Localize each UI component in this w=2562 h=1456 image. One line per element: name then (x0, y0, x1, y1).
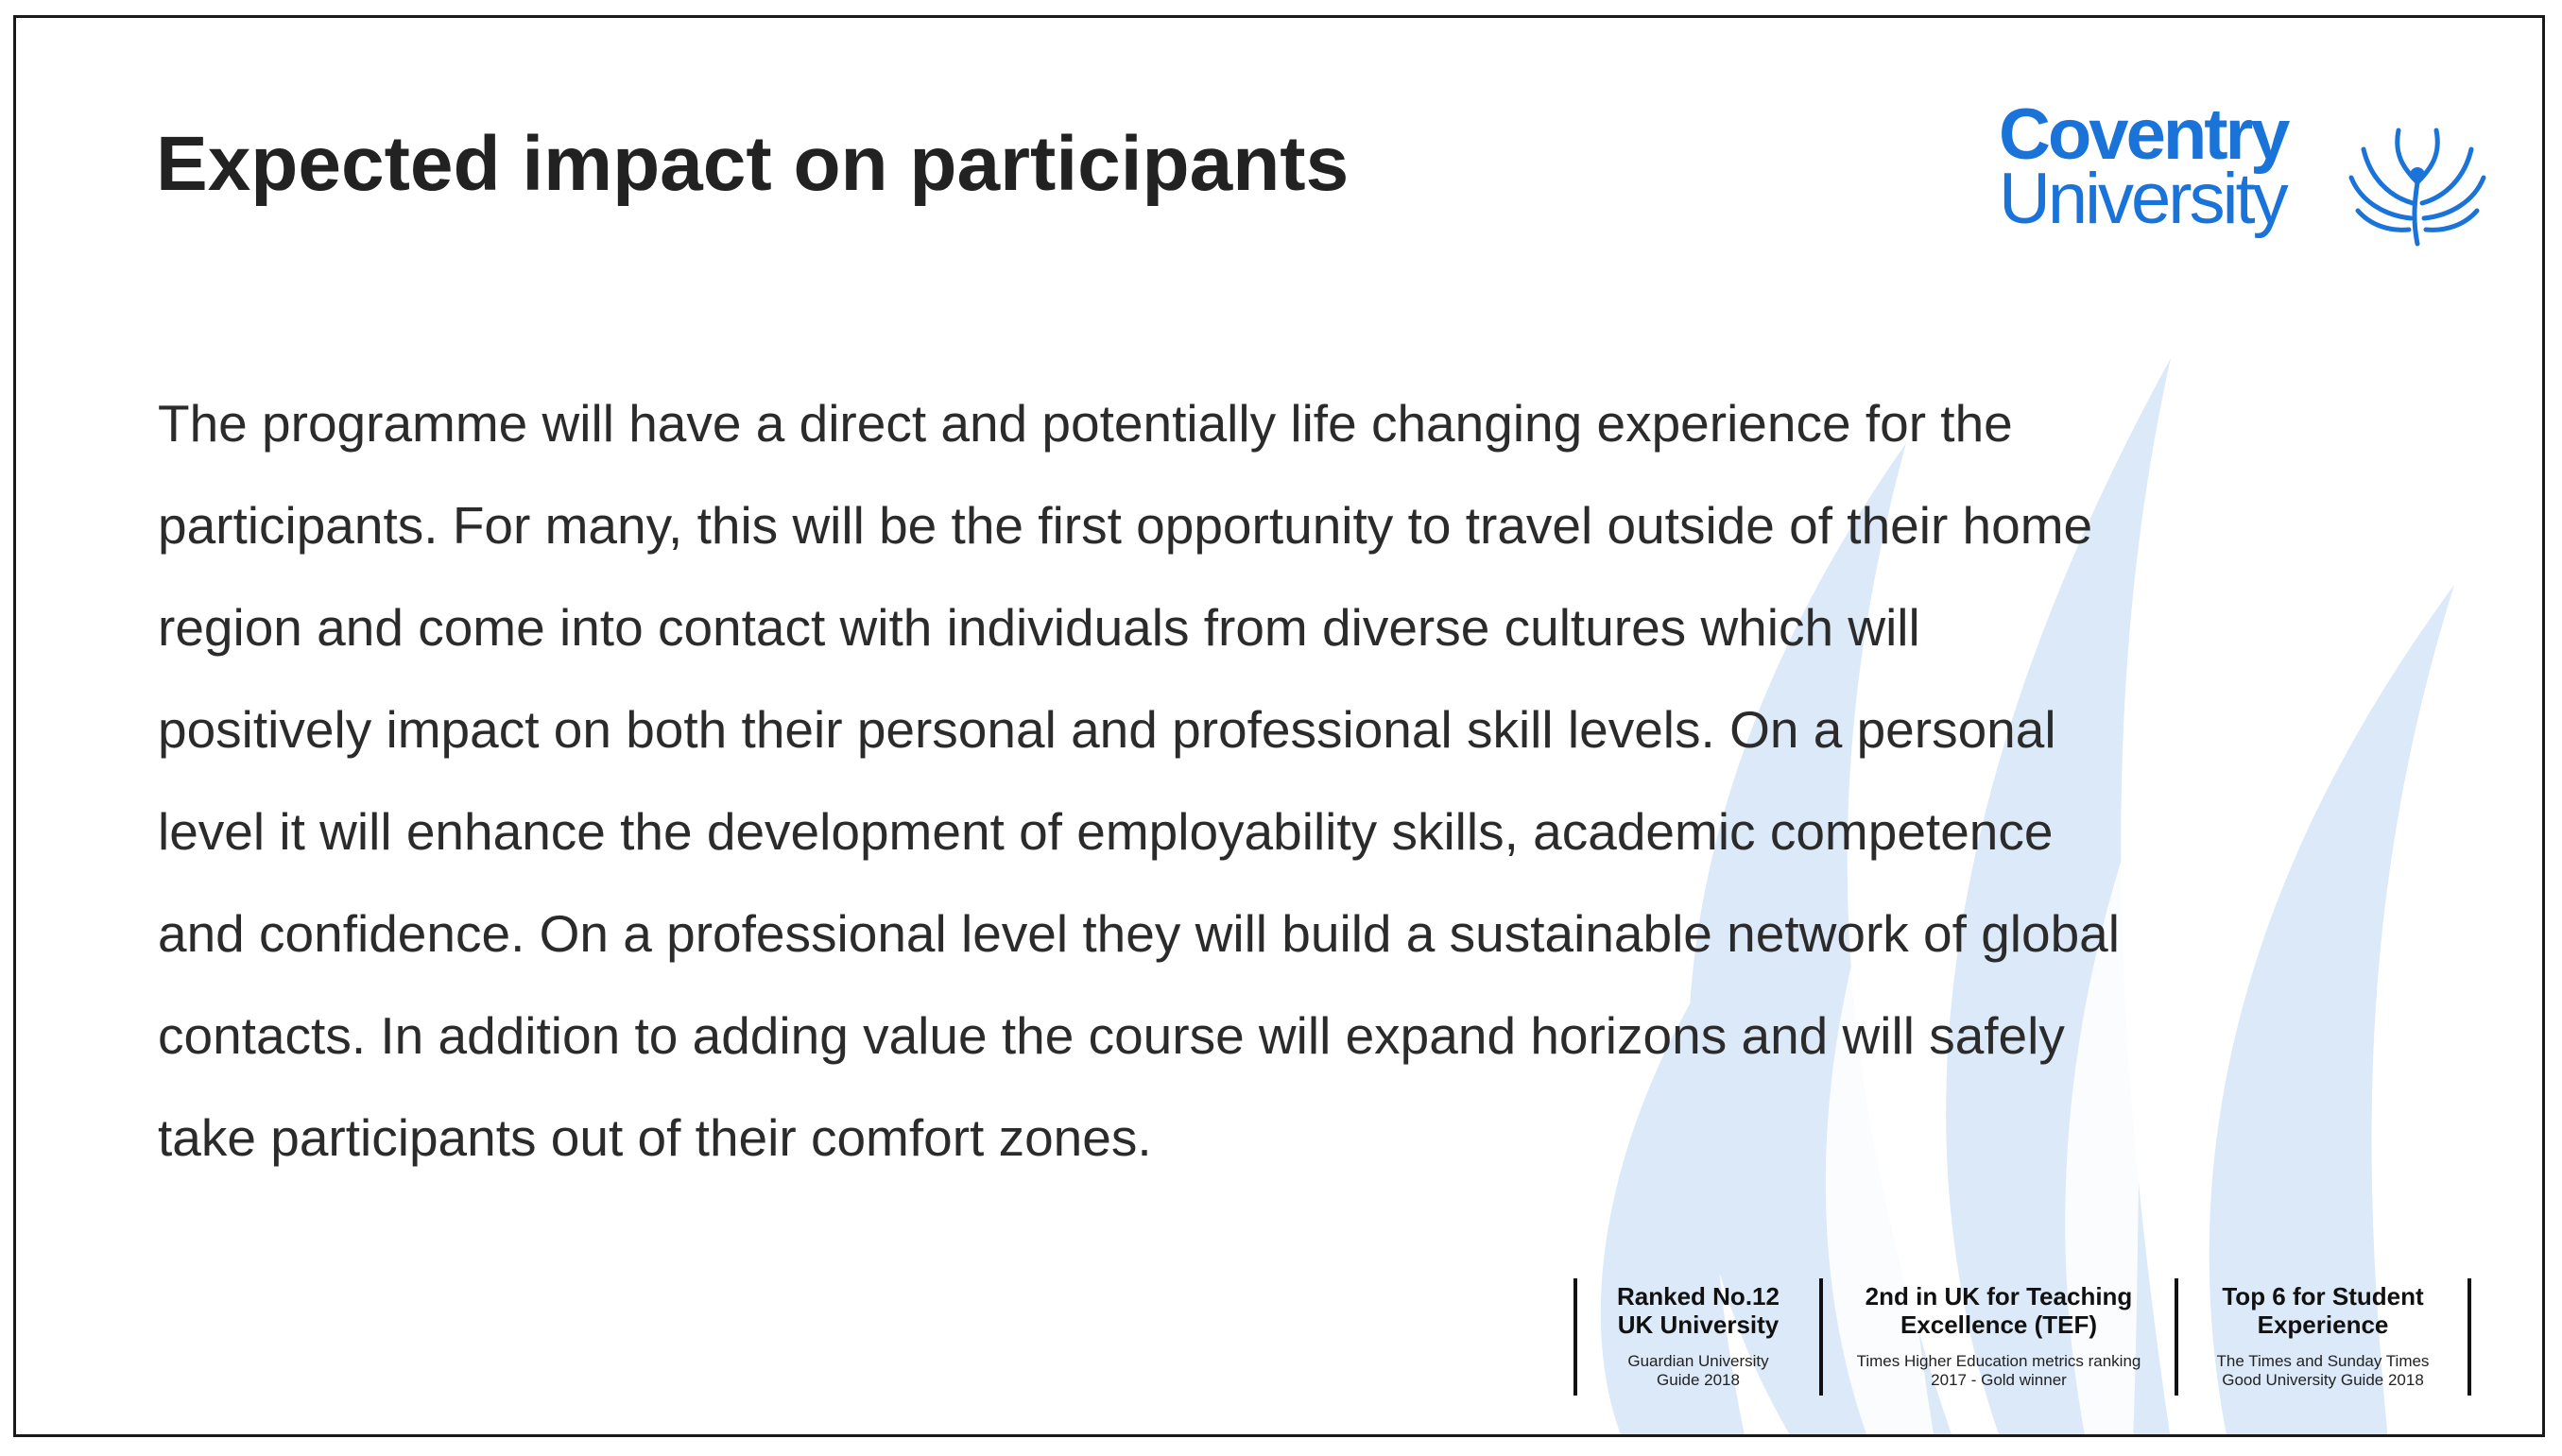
logo-wordmark (1999, 94, 2288, 239)
accolade-source: The Times and Sunday Times (2216, 1352, 2430, 1370)
accolade-headline: Top 6 for Student (2222, 1282, 2424, 1310)
slide-title: Expected impact on participants (156, 121, 1350, 207)
accolade-ranking (1573, 1278, 1819, 1396)
logo-line-coventry: Coventry (1999, 94, 2288, 175)
accolade-source: Times Higher Education metrics ranking (1856, 1352, 2141, 1370)
accolade-headline: UK University (1617, 1310, 1780, 1339)
accolade-source: Good University Guide 2018 (2222, 1371, 2424, 1389)
logo-line-university: University (1999, 159, 2286, 239)
phoenix-icon (2347, 116, 2488, 248)
accolade-headline: Excellence (TEF) (1900, 1310, 2098, 1339)
accolade-source: 2017 - Gold winner (1931, 1371, 2067, 1389)
accolades-strip (1573, 1278, 2471, 1396)
body-paragraph: The programme will have a direct and potentially life changing experience for the participants. For many, this will be the first opportunity to travel outside of their home region and come into contact with individuals from diverse cultures which will positively impact on both their personal and professional skill levels. On a personal level it will enhance the development of employability skills, academic competence and confidence. On a professional level they will build a sustainable network of global contacts. In addition to adding value the course will expand horizons and will safely take participants out of their comfort zones. (158, 394, 2120, 1167)
accolade-student-experience (2175, 1278, 2471, 1396)
accolade-headline: 2nd in UK for Teaching (1865, 1282, 2133, 1310)
accolade-headline: Experience (2257, 1310, 2389, 1339)
accolade-source: Guardian University (1627, 1352, 1769, 1370)
accolade-headline: Ranked No.12 (1617, 1282, 1780, 1310)
slide (13, 15, 2545, 1437)
coventry-university-logo (1999, 94, 2490, 260)
accolade-source: Guide 2018 (1657, 1371, 1740, 1389)
accolade-teaching (1819, 1278, 2175, 1396)
